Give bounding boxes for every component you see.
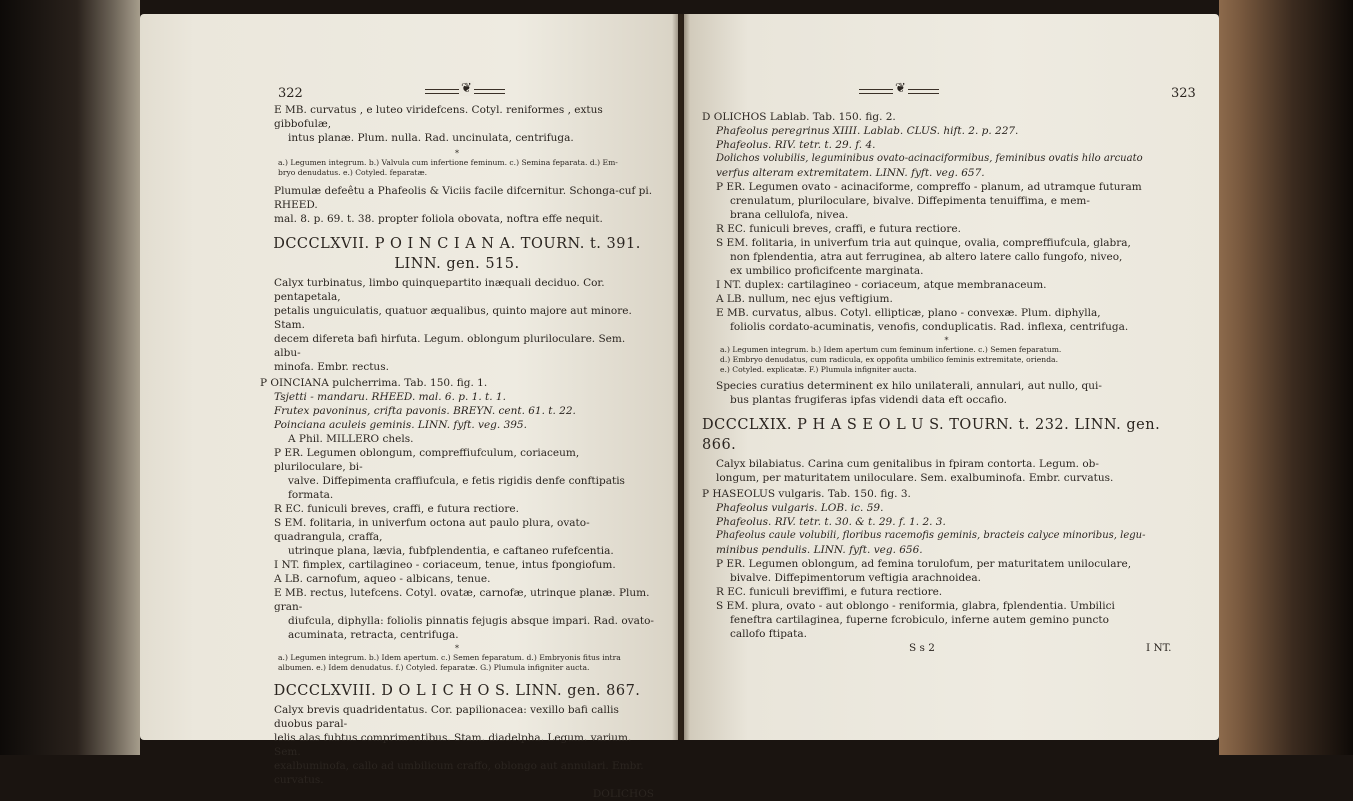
text-line: P ER. Legumen oblongum, ad femina torulofum, per maturitatem uniloculare, — [716, 558, 1132, 570]
star-mark: * — [944, 336, 949, 345]
left-page — [140, 14, 678, 800]
text-line: intus planæ. Plum. nulla. Rad. uncinulata, centrifuga. — [288, 132, 574, 144]
text-line: R EC. funiculi breviffimi, e futura rectiore. — [716, 586, 943, 598]
text-line: feneftra cartilaginea, fuperne fcrobiculo, inferne autem gemino puncto — [730, 614, 1109, 626]
star-mark: * — [455, 149, 459, 158]
text-line: exalbuminofa, callo ad umbilicum craffo, oblongo aut annulari. Embr. curvatus. — [274, 760, 644, 786]
text-line: longum, per maturitatem uniloculare. Sem. exalbuminofa. Embr. curvatus. — [716, 472, 1114, 484]
text-line: R EC. funiculi breves, craffi, e futura rectiore. — [274, 503, 519, 515]
signature-mark: S s 2 — [909, 642, 935, 654]
text-line: I NT. duplex: cartilagineo - coriaceum, atque membranaceum. — [716, 279, 1047, 291]
text-line: petalis unguiculatis, quatuor æqualibus, quinto majore aut minore. Stam. — [274, 305, 632, 331]
text-line: crenulatum, pluriloculare, bivalve. Diffepimenta tenuiffima, e mem- — [730, 195, 1090, 207]
figure-note: albumen. e.) Idem denudatus. f.) Cotyled. feparatæ. G.) Plumula infigniter aucta. — [278, 663, 590, 672]
text-line: S EM. folitaria, in univerfum octona aut paulo plura, ovato-quadrangula, craffa, — [274, 517, 590, 543]
text-line: Calyx bilabiatus. Carina cum genitalibus in fpiram contorta. Legum. ob- — [716, 458, 1099, 470]
text-line: bus plantas frugiferas ipfas videndi data eft occafio. — [730, 394, 1008, 406]
text-line: diufcula, diphylla: foliolis pinnatis fejugis absque impari. Rad. ovato- — [288, 615, 654, 627]
synonym-line: Dolichos volubilis, leguminibus ovato-acinaciformibus, feminibus ovatis hilo arcuato — [716, 153, 1143, 164]
text-line: ex umbilico proficifcente marginata. — [730, 265, 924, 277]
star-mark: * — [455, 644, 459, 653]
text-line: bivalve. Diffepimentorum veftigia arachnoidea. — [730, 572, 981, 584]
genus-heading: DCCCLXVIII. D O L I C H O S. LINN. gen. 867. — [273, 683, 641, 699]
figure-note: d.) Embryo denudatus, cum radicula, ex oppofita umbilico feminis extremitate, orienda. — [720, 355, 1058, 364]
book-gutter — [672, 14, 690, 740]
book-edge-right — [1219, 0, 1353, 755]
text-line: A LB. carnofum, aqueo - albicans, tenue. — [274, 573, 491, 585]
genus-subheading: LINN. gen. 515. — [394, 256, 520, 272]
text-line: Species curatius determinent ex hilo unilaterali, annulari, aut nullo, qui- — [716, 380, 1102, 392]
synonym-line: Phafeolus caule volubili, floribus racemofis geminis, bracteis calyce minoribus, legu- — [716, 530, 1146, 541]
catchword: DOLICHOS — [592, 788, 654, 800]
text-line: A LB. nullum, nec ejus veftigium. — [716, 293, 893, 305]
synonym-line: Phafeolus. RIV. tetr. t. 29. f. 4. — [716, 139, 876, 151]
text-line: lelis alas fubtus comprimentibus. Stam. diadelpha. Legum. varium. Sem. — [274, 732, 632, 758]
synonym-line: verfus alteram extremitatem. LINN. fyft. veg. 657. — [716, 167, 985, 179]
text-line: S EM. folitaria, in univerfum tria aut quinque, ovalia, compreffiufcula, glabra, — [716, 237, 1131, 249]
synonym-line: Frutex pavoninus, crifta pavonis. BREYN. cent. 61. t. 22. — [274, 405, 576, 417]
text-line: E MB. rectus, lutefcens. Cotyl. ovatæ, carnofæ, utrinque planæ. Plum. gran- — [274, 587, 650, 613]
synonym-line: Phafeolus peregrinus XIIII. Lablab. CLUS. hift. 2. p. 227. — [716, 125, 1019, 137]
genus-heading: DCCCLXIX. P H A S E O L U S. TOURN. t. 232. LINN. gen. 866. — [702, 417, 1161, 453]
synonym-line: Tsjetti - mandaru. RHEED. mal. 6. p. 1. t. 1. — [274, 391, 506, 403]
synonym-line: Poinciana aculeis geminis. LINN. fyft. veg. 395. — [274, 419, 527, 431]
text-line: brana cellulofa, nivea. — [730, 209, 849, 221]
page-number-left: 322 — [278, 86, 303, 101]
synonym-line: Phafeolus. RIV. tetr. t. 30. & t. 29. f. 1. 2. 3. — [716, 516, 946, 528]
figure-note: e.) Cotyled. explicatæ. F.) Plumula infigniter aucta. — [720, 365, 917, 374]
synonym-line: Phafeolus vulgaris. LOB. ic. 59. — [716, 502, 884, 514]
text-line: non fplendentia, atra aut ferruginea, ab altero latere callo fungofo, niveo, — [730, 251, 1123, 263]
text-line: mal. 8. p. 69. t. 38. propter foliola obovata, noftra effe nequit. — [274, 213, 603, 225]
species-heading: P OINCIANA pulcherrima. Tab. 150. fig. 1. — [260, 377, 488, 389]
text-line: P ER. Legumen ovato - acinaciforme, compreffo - planum, ad utramque futuram — [716, 181, 1142, 193]
page-number-right: 323 — [1171, 86, 1196, 101]
text-line: Calyx brevis quadridentatus. Cor. papilionacea: vexillo bafi callis duobus paral- — [274, 704, 619, 730]
synonym-line: A Phil. MILLERO chels. — [288, 433, 414, 445]
head-ornament-left — [425, 85, 505, 99]
text-line: callofo ftipata. — [730, 628, 807, 640]
text-line: Plumulæ defeêtu a Phafeolis & Viciis facile difcernitur. Schonga-cuf pi. RHEED. — [274, 185, 653, 211]
text-line: decem difereta bafi hirfuta. Legum. oblongum pluriloculare. Sem. albu- — [274, 333, 626, 359]
text-line: S EM. plura, ovato - aut oblongo - reniformia, glabra, fplendentia. Umbilici — [716, 600, 1115, 612]
right-text — [684, 110, 1219, 641]
figure-note: a.) Legumen integrum. b.) Idem apertum cum feminum infertione. c.) Semen feparatum. — [720, 345, 1062, 354]
left-text — [140, 103, 678, 801]
text-line: valve. Diffepimenta craffiufcula, e fetis rigidis denfe conftipatis formata. — [288, 475, 625, 501]
head-ornament-right — [859, 85, 939, 99]
synonym-line: minibus pendulis. LINN. fyft. veg. 656. — [716, 544, 923, 556]
text-line: foliolis cordato-acuminatis, venofis, conduplicatis. Rad. inflexa, centrifuga. — [730, 321, 1129, 333]
figure-note: bryo denudatus. e.) Cotyled. feparatæ. — [278, 168, 428, 177]
text-line: R EC. funiculi breves, craffi, e futura rectiore. — [716, 223, 961, 235]
text-line: I NT. fimplex, cartilagineo - coriaceum, tenue, intus fpongiofum. — [274, 559, 616, 571]
catchword: I NT. — [1146, 642, 1172, 654]
text-line: Calyx turbinatus, limbo quinquepartito inæquali deciduo. Cor. pentapetala, — [274, 277, 605, 303]
right-page — [684, 14, 1219, 740]
species-heading: D OLICHOS Lablab. Tab. 150. fig. 2. — [702, 111, 896, 123]
text-line: E MB. curvatus , e luteo viridefcens. Cotyl. reniformes , extus gibbofulæ, — [274, 104, 603, 130]
figure-note: a.) Legumen integrum. b.) Valvula cum infertione feminum. c.) Semina feparata. d.) Em- — [278, 158, 618, 167]
book-edge-left — [0, 0, 140, 755]
figure-note: a.) Legumen integrum. b.) Idem apertum. c.) Semen feparatum. d.) Embryonis fitus intra — [278, 653, 621, 662]
genus-heading: DCCCLXVII. P O I N C I A N A. TOURN. t. 391. — [273, 236, 641, 252]
text-line: acuminata, retracta, centrifuga. — [288, 629, 459, 641]
species-heading: P HASEOLUS vulgaris. Tab. 150. fig. 3. — [702, 488, 911, 500]
text-line: E MB. curvatus, albus. Cotyl. ellipticæ, plano - convexæ. Plum. diphylla, — [716, 307, 1101, 319]
text-line: minofa. Embr. rectus. — [274, 361, 389, 373]
text-line: P ER. Legumen oblongum, compreffiufculum, coriaceum, pluriloculare, bi- — [274, 447, 580, 473]
text-line: utrinque plana, lævia, fubfplendentia, e caftaneo rufefcentia. — [288, 545, 614, 557]
